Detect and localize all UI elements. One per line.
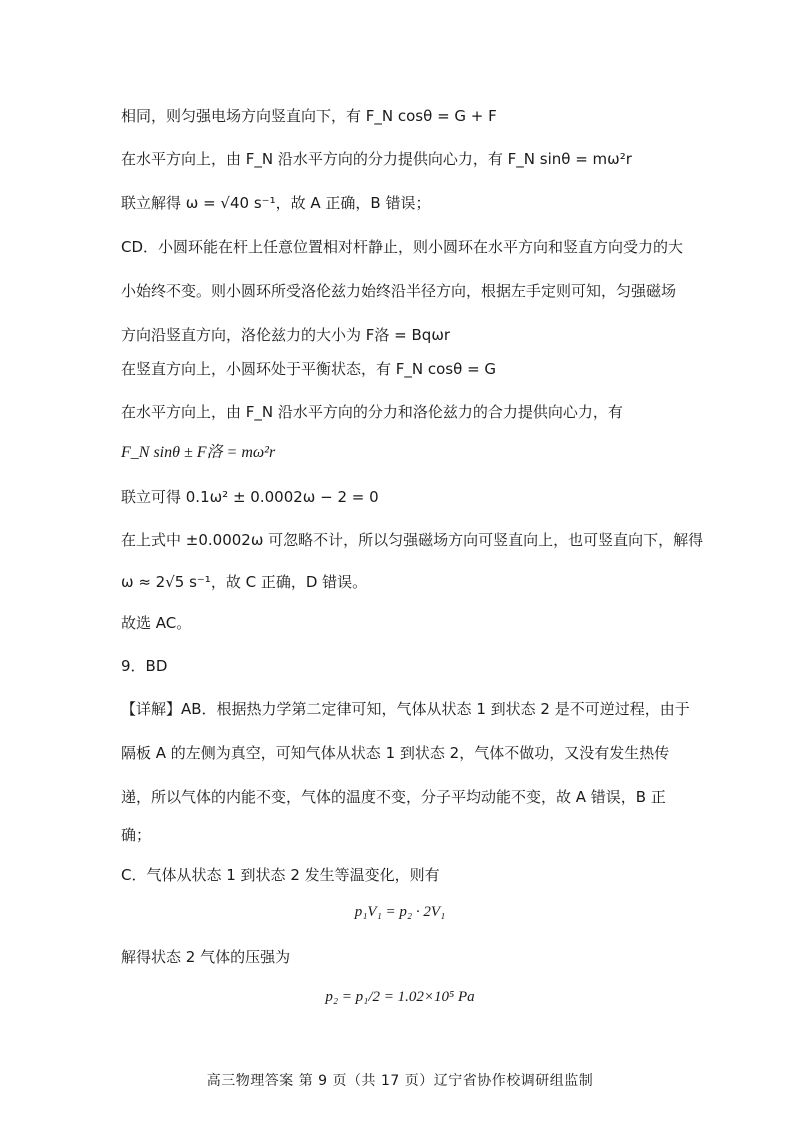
text-line-17: 递，所以气体的内能不变，气体的温度不变，分子平均动能不变，故 A 错误，B 正 [121, 788, 666, 806]
text-line-5: 小始终不变。则小圆环所受洛伦兹力始终沿半径方向，根据左手定则可知，匀强磁场 [121, 282, 677, 300]
text-line-10: 联立可得 0.1ω² ± 0.0002ω − 2 = 0 [121, 488, 379, 506]
equation-1: p₁V₁ = p₂ · 2V₁ [354, 904, 446, 920]
text-line-12: ω ≈ 2√5 s⁻¹，故 C 正确，D 错误。 [121, 573, 368, 591]
text-line-19: C．气体从状态 1 到状态 2 发生等温变化，则有 [121, 866, 440, 884]
text-line-15: 【详解】AB．根据热力学第二定律可知，气体从状态 1 到状态 2 是不可逆过程，由于 [121, 700, 690, 718]
page-footer: 高三物理答案 第 9 页（共 17 页）辽宁省协作校调研组监制 [206, 1073, 594, 1089]
question-number: 9．BD [121, 657, 168, 675]
text-line-9: F_N sinθ ± F洛 = mω²r [121, 444, 276, 461]
text-line-8: 在水平方向上，由 F_N 沿水平方向的分力和洛伦兹力的合力提供向心力，有 [121, 403, 623, 421]
equation-2: p₂ = p₁/2 = 1.02×10⁵ Pa [325, 989, 475, 1005]
text-line-13: 故选 AC。 [121, 614, 192, 632]
text-line-7: 在竖直方向上，小圆环处于平衡状态，有 F_N cosθ = G [121, 360, 497, 378]
text-line-1: 相同，则匀强电场方向竖直向下，有 F_N cosθ = G + F [121, 107, 497, 125]
text-line-16: 隔板 A 的左侧为真空，可知气体从状态 1 到状态 2，气体不做功，又没有发生热传 [121, 744, 670, 762]
text-line-18: 确； [121, 826, 152, 844]
text-line-20: 解得状态 2 气体的压强为 [121, 948, 291, 966]
text-line-6: 方向沿竖直方向，洛伦兹力的大小为 F洛 = Bqωr [121, 326, 451, 344]
text-line-2: 在水平方向上，由 F_N 沿水平方向的分力提供向心力，有 F_N sinθ = mω²r [121, 150, 632, 168]
text-line-11: 在上式中 ±0.0002ω 可忽略不计，所以匀强磁场方向可竖直向上，也可竖直向下，解得 [121, 531, 704, 549]
text-line-4: CD．小圆环能在杆上任意位置相对杆静止，则小圆环在水平方向和竖直方向受力的大 [121, 238, 684, 256]
text-line-3: 联立解得 ω = √40 s⁻¹，故 A 正确，B 错误； [121, 194, 431, 212]
